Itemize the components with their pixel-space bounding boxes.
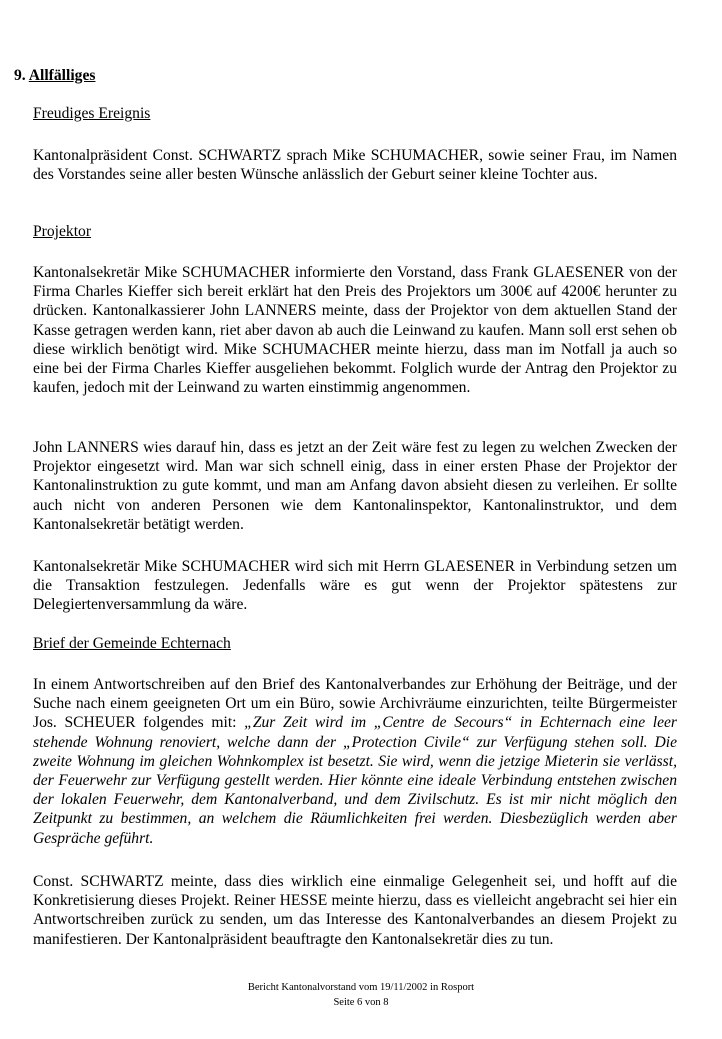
paragraph-projektor-1: Kantonalsekretär Mike SCHUMACHER informierte den Vorstand, dass Frank GLAESENER von der Firma Charles Kieffer sich bereit erklärt hat den Preis des Projektors um 300€ auf 4200€ herunter zu drücken. Kantonalkassierer John LANNERS meinte, dass der Projektor von dem aktuellen Stand der Kasse getragen werden kann, riet aber davon ab auch die Leinwand zu kaufen. Mann soll erst sehen ob diese wirklich benötigt wird. Mike SCHUMACHER meinte hierzu, dass man im Notfall ja auch so eine bei der Firma Charles Kieffer ausgeliehen bekommt. Folglich wurde der Antrag den Projektor zu kaufen, jedoch mit der Leinwand zu warten einstimmig angenommen. xyxy=(33,264,677,397)
subheading-brief-echternach: Brief der Gemeinde Echternach xyxy=(33,635,231,652)
section-title: Allfälliges xyxy=(28,67,96,84)
subheading-projektor: Projektor xyxy=(33,223,92,240)
paragraph-brief-2: Const. SCHWARTZ meinte, dass dies wirklich eine einmalige Gelegenheit sei, und hofft auf die Konkretisierung dieses Projekt. Reiner HESSE meinte hierzu, dass es vielleicht angebracht sei hier ein Antwortschreiben zurück zu senden, um das Interesse des Kantonalverbandes an diesem Projekt zu manifestieren. Der Kantonalpräsident beauftragte den Kantonalsekretär dies zu tun. xyxy=(33,873,677,948)
paragraph-projektor-3: Kantonalsekretär Mike SCHUMACHER wird sich mit Herrn GLAESENER in Verbindung setzen um die Transaktion festzulegen. Jedenfalls wäre es gut wenn der Projektor spätestens zur Delegiertenversammlung da wäre. xyxy=(33,558,677,614)
paragraph-brief-1 xyxy=(33,675,677,848)
footer-page-number: Seite 6 von 8 xyxy=(333,997,389,1008)
paragraph-projektor-2: John LANNERS wies darauf hin, dass es jetzt an der Zeit wäre fest zu legen zu welchen Zwecken der Projektor eingesetzt wird. Man war sich schnell einig, dass in einer ersten Phase der Projektor der Kantonalinstruktion zu gute kommt, und man am Anfang davon absieht diesen zu verleihen. Er sollte auch nicht von anderen Personen wie dem Kantonalinspektor, Kantonalinstruktor, und dem Kantonalsekretär betätigt werden. xyxy=(33,439,677,533)
paragraph-brief-1-quote: „Zur Zeit wird im „Centre de Secours“ in Echternach eine leer stehende Wohnung renoviert, welche dann der „Protection Civile“ zur Verfügung stehen soll. Die zweite Wohnung im gleichen Wohnkomplex ist besetzt. Sie wird, wenn die jetzige Mieterin sie verlässt, der Feuerwehr zur Verfügung gestellt werden. Hier könnte eine ideale Verbindung entstehen zwischen der lokalen Feuerwehr, dem Kantonalverband, und dem Zivilschutz. Es ist mir nicht möglich den Zeitpunkt zu bestimmen, an welchem die Räumlichkeiten frei werden. Diesbezüglich werden aber Gespräche geführt. xyxy=(33,714,677,847)
subheading-freudiges-ereignis: Freudiges Ereignis xyxy=(33,105,151,122)
section-heading xyxy=(14,66,95,85)
paragraph-freudiges-ereignis: Kantonalpräsident Const. SCHWARTZ sprach Mike SCHUMACHER, sowie seiner Frau, im Namen des Vorstandes seine aller besten Wünsche anlässlich der Geburt seiner kleine Tochter aus. xyxy=(33,147,677,184)
paragraph-brief-1-plain: In einem Antwortschreiben auf den Brief des Kantonalverbandes zur Erhöhung der Beiträge, und der Suche nach einem geeigneten Ort um ein Büro, sowie Archivräume einzurichten, teilte Bürgermeister Jos. SCHEUER folgendes mit: xyxy=(33,676,677,732)
footer-report: Bericht Kantonalvorstand vom 19/11/2002 in Rosport xyxy=(247,982,475,993)
section-number: 9. xyxy=(14,67,26,84)
